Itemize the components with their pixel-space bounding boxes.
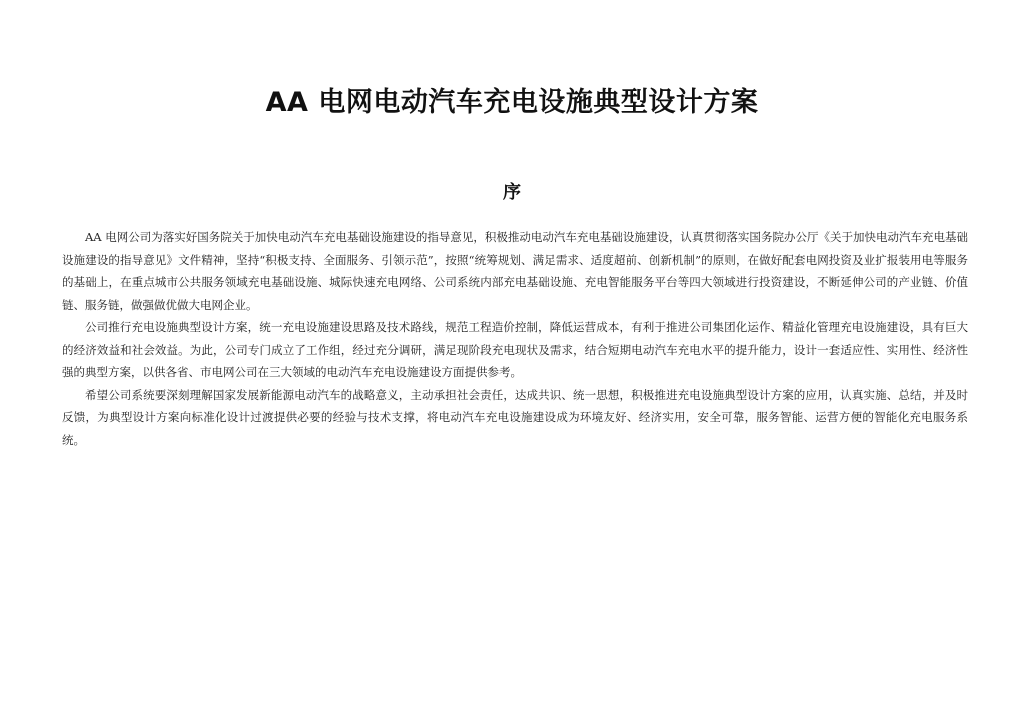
document-title: AA 电网电动汽车充电设施典型设计方案 <box>265 87 759 118</box>
paragraph: 希望公司系统要深刻理解国家发展新能源电动汽车的战略意义，主动承担社会责任，达成共识、统一思想，积极推进充电设施典型设计方案的应用，认真实施、总结，并及时反馈，为典型设计方案向标准化设计过渡提供必要的经验与技术支撑，将电动汽车充电设施建设成为环境友好、经济实用，安全可靠，服务智能、运营方便的智能化充电服务系统。 <box>62 387 968 447</box>
paragraph: 公司推行充电设施典型设计方案，统一充电设施建设思路及技术路线，规范工程造价控制，降低运营成本，有利于推进公司集团化运作、精益化管理充电设施建设，具有巨大的经济效益和社会效益。为此，公司专门成立了工作组，经过充分调研，满足现阶段充电现状及需求，结合短期电动汽车充电水平的提升能力，设计一套适应性、实用性、经济性强的典型方案，以供各省、市电网公司在三大领域的电动汽车充电设施建设方面提供参考。 <box>62 320 968 379</box>
paragraph: AA 电网公司为落实好国务院关于加快电动汽车充电基础设施建设的指导意见，积极推动电动汽车充电基础设施建设，认真贯彻落实国务院办公厅《关于加快电动汽车充电基础设施建设的指导意见》文件精神，坚持“积极支持、全面服务、引领示范”，按照“统筹规划、满足需求、适度超前、创新机制”的原则，在做好配套电网投资及业扩报装用电等服务的基础上，在重点城市公共服务领域充电基础设施、城际快速充电网络、公司系统内部充电基础设施、充电智能服务平台等四大领域进行投资建设，不断延伸公司的产业链、价值链、服务链，做强做优做大电网企业。 <box>62 230 968 312</box>
body-text <box>62 226 968 451</box>
section-heading: 序 <box>503 182 521 203</box>
